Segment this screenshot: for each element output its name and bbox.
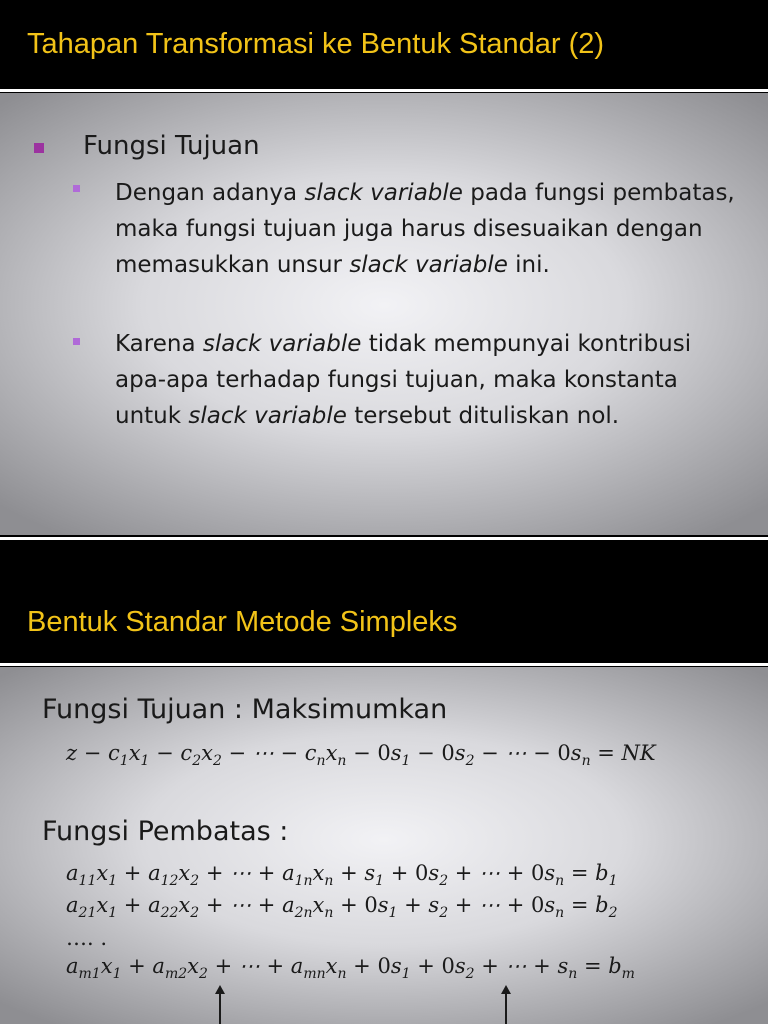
bullet-marker	[34, 143, 44, 153]
constraint-row-1: $a_{11}x_1 + a_{12}x_2$ + ⋯ + $a_{1n}x_n + s_1 + 0s_2$ + ⋯ + $0s_n = b_1$	[66, 861, 618, 890]
objective-label: Fungsi Tujuan : Maksimumkan	[42, 694, 448, 725]
bullet-fungsi-tujuan: Fungsi Tujuan	[83, 131, 260, 161]
arrow-shaft	[219, 993, 221, 1024]
paragraph-slack-1: Dengan adanya slack variable pada fungsi pembatas, maka fungsi tujuan juga harus disesuaikan dengan memasukkan unsur slack variable ini.	[115, 180, 735, 278]
arrow-shaft	[505, 993, 507, 1024]
slide-2	[0, 576, 768, 1024]
bottom-divider	[0, 537, 768, 540]
sub-bullet-marker	[73, 185, 80, 192]
slide-2-title: Bentuk Standar Metode Simpleks	[0, 576, 768, 664]
title-divider	[0, 663, 768, 666]
constraints-label: Fungsi Pembatas :	[42, 816, 289, 847]
constraint-row-m: $a_{m1}x_1 + a_{m2}x_2$ + ⋯ + $a_{mn}x_n + 0s_1 + 0s_2$ + ⋯ + $s_n = b_m$	[66, 954, 635, 983]
constraint-row-2: $a_{21}x_1 + a_{22}x_2$ + ⋯ + $a_{2n}x_n + 0s_1 + s_2$ + ⋯ + $0s_n = b_2$	[66, 893, 618, 922]
sub-bullet-marker	[73, 338, 80, 345]
constraint-ellipsis: …. .	[66, 926, 108, 950]
title-divider	[0, 89, 768, 92]
paragraph-slack-2: Karena slack variable tidak mempunyai kontribusi apa-apa terhadap fungsi tujuan, maka konstanta untuk slack variable tersebut dituliskan nol.	[115, 331, 692, 429]
slide-1-title: Tahapan Transformasi ke Bentuk Standar (2)	[0, 0, 768, 88]
objective-equation: $z - c_1x_1 - c_2x_2$ − ⋯ − $c_nx_n - 0s_1 - 0s_2$ − ⋯ − $0s_n$ = NK	[66, 741, 656, 770]
